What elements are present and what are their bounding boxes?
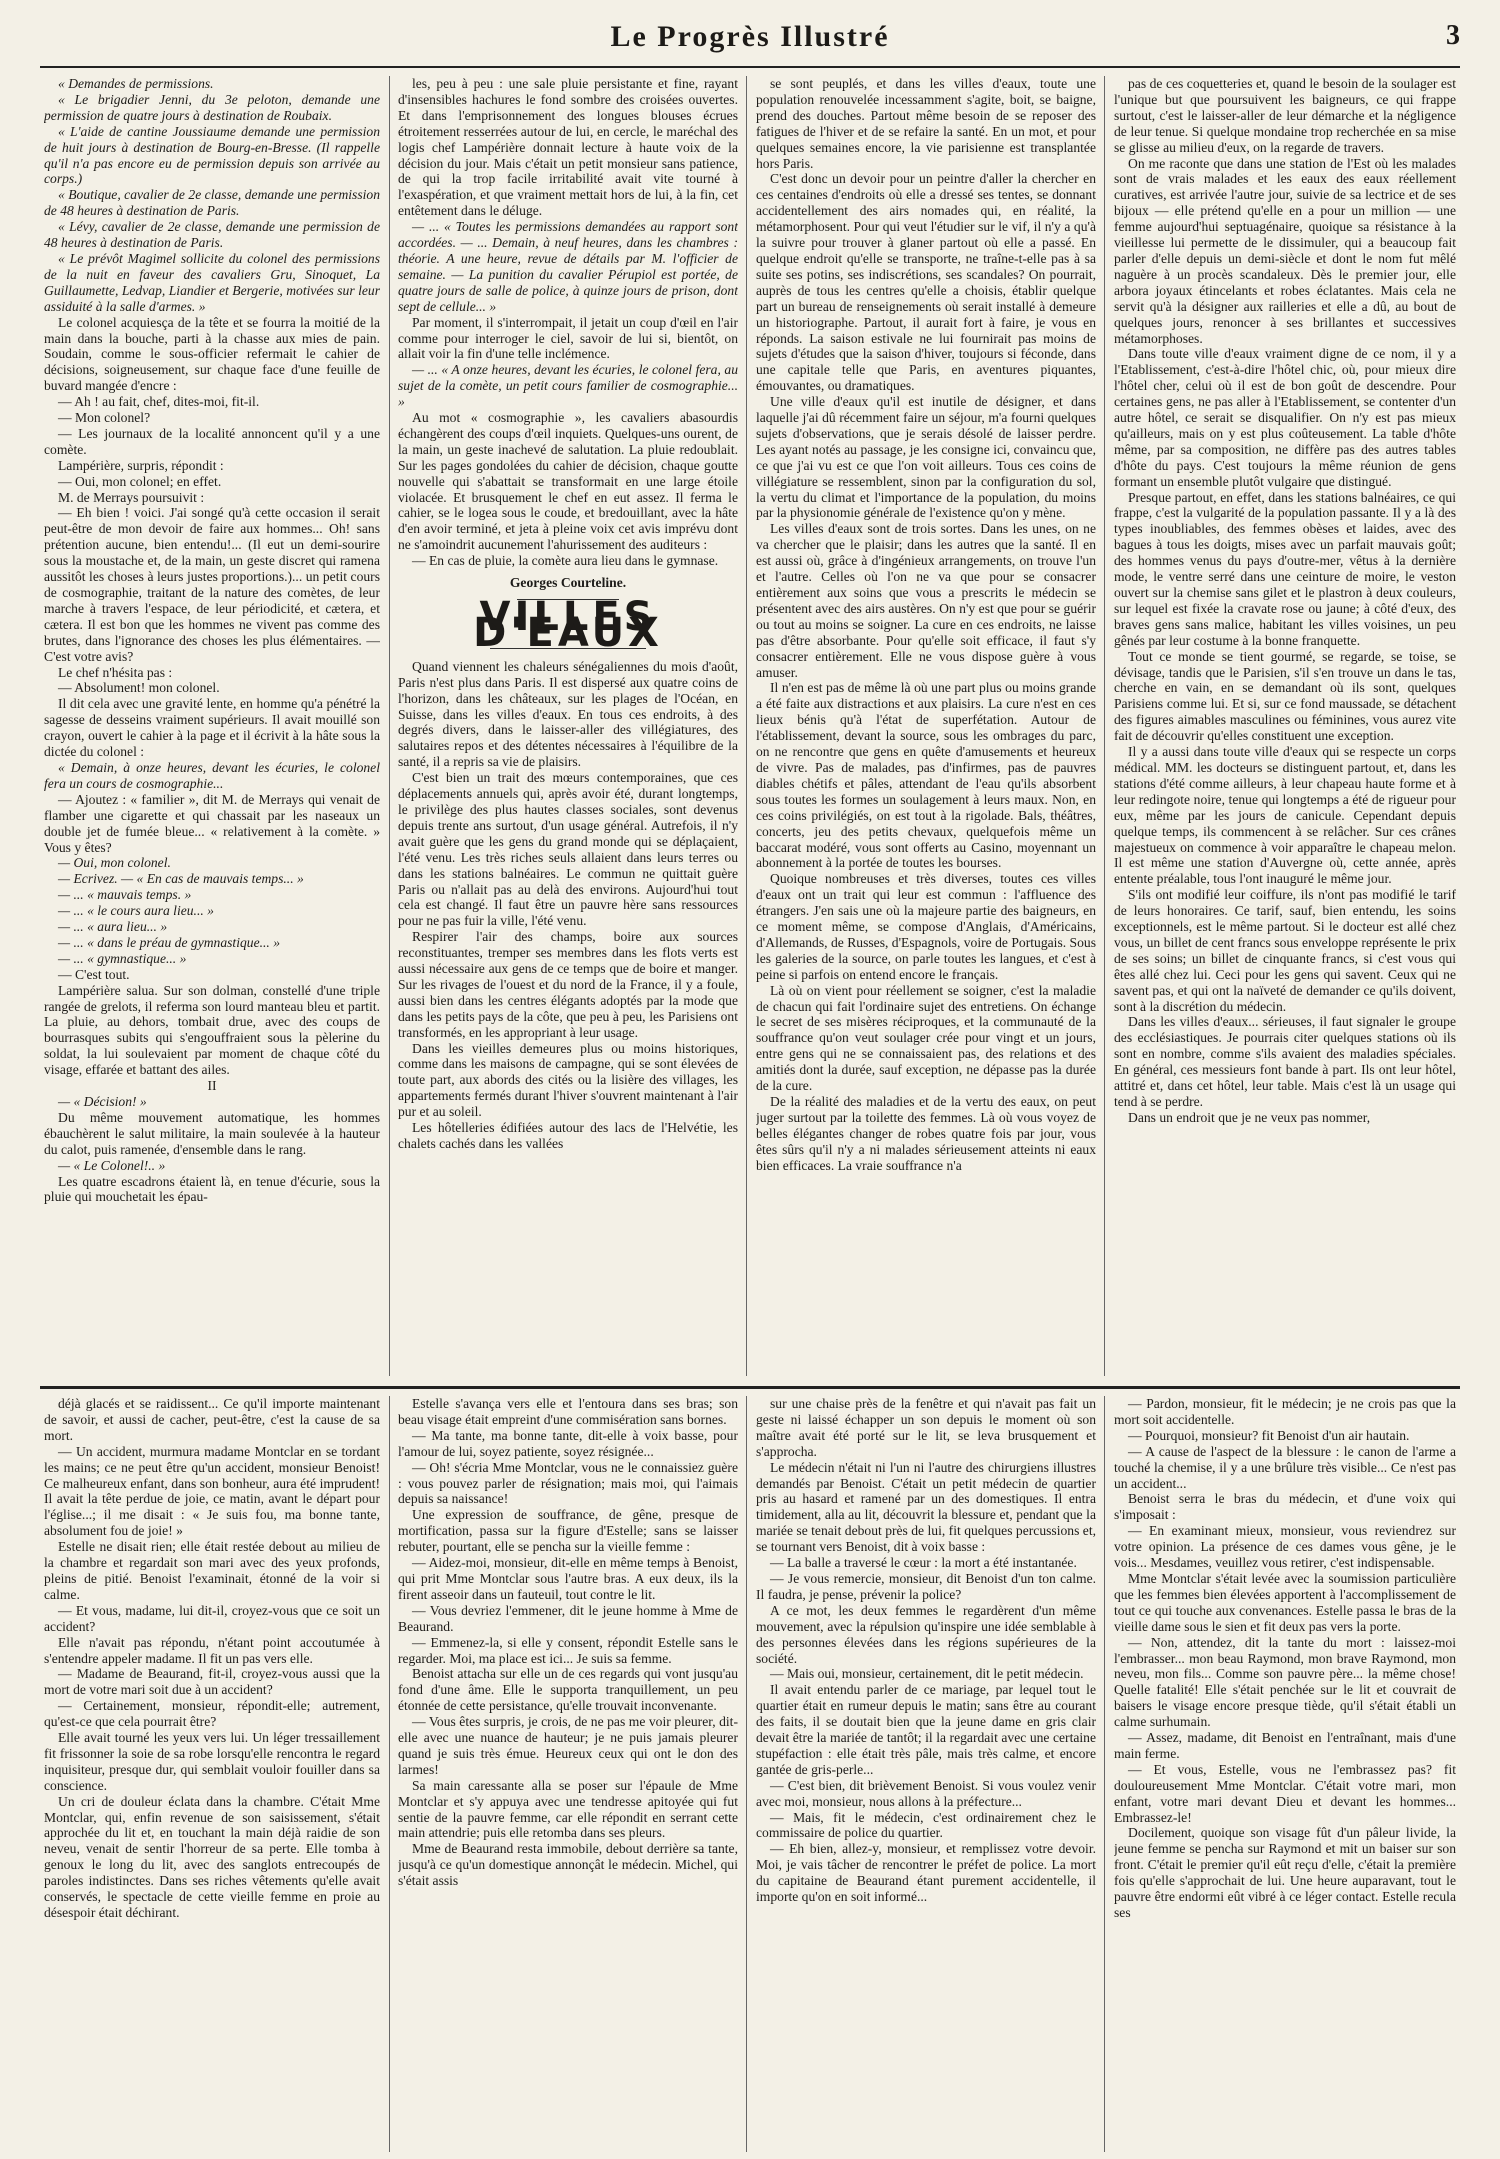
column-divider — [746, 76, 747, 1376]
paragraph: — C'est tout. — [58, 966, 130, 982]
paragraph: — ... « gymnastique... » — [58, 950, 187, 966]
paragraph: — Mon colonel? — [58, 410, 151, 426]
paragraph: — ... « le cours aura lieu... » — [58, 903, 214, 919]
paragraph: « Le prévôt Magimel sollicite du colonel des permissions de la nuit en faveur des cavaliers Gru, Sinoquet, La Guillaumette, Ledvap, Liandier et Bergerie, motivées sur leur assiduité à la salle d'armes. » — [44, 250, 380, 314]
paragraph: Une expression de souffrance, de gêne, presque de mortification, passa sur la figure d'Estelle; sans se laisser rebuter, pourtant, elle se pencha sur la vieille femme : — [398, 1507, 738, 1555]
feuilleton-column-4 — [1114, 1396, 1456, 2152]
paragraph: — ... « mauvais temps. » — [58, 887, 192, 903]
page-number: 3 — [1446, 20, 1460, 51]
paragraph: — Non, attendez, dit la tante du mort : laissez-moi l'embrasser... mon beau Raymond, mon brave Raymond, mon neveu, mon fils... Comme son pauvre père... la même chose! Quelle fatalité! Elle s'était penchée sur le lit et couvrait de baisers le visage encore presque tiède, qu'il s'était établi un calme surhumain. — [1114, 1634, 1456, 1730]
paragraph: — ... « aura lieu... » — [58, 919, 168, 935]
paragraph: Dans les villes d'eaux... sérieuses, il faut signaler le groupe des ecclésiastiques. Je pourrais citer quelques stations où ils sont en nombre, comme s'ils avaient des maladies spéciales. En général, ces messieurs font bande à part. Ils ont leur hôtel, attitré et, dans cet hôtel, leur table. Mais c'est là un usage qui tend à se perdre. — [1114, 1014, 1456, 1109]
paragraph: Une ville d'eaux qu'il est inutile de désigner, et dans laquelle j'ai dû récemment faire un séjour, m'a fourni quelques sujets d'observations, que je serais désolé de laisser perdre. Les ayant notés au passage, je les consigne ici, convaincu que, ce que j'ai vu est ce que l'on voit ailleurs. Tous ces coins de villégiature se ressemblent, sinon par la configuration du sol, la vertu du climat et l'importance de la population, du moins par la physionomie générale de l'existence qu'on y mène. — [756, 394, 1096, 521]
paragraph: — ... « dans le préau de gymnastique... » — [58, 934, 281, 950]
newspaper-title: Le Progrès Illustré — [610, 20, 890, 53]
paragraph: — Certainement, monsieur, répondit-elle; autrement, qu'est-ce que cela pourrait être? — [44, 1698, 380, 1730]
paragraph: Sa main caressante alla se poser sur l'épaule de Mme Montclar et s'y appuya avec une tendresse apitoyée qui fut sentie de la pauvre femme, car elle répondit en serrant cette main attendrie; puis elle retomba dans ses pleurs. — [398, 1777, 738, 1841]
paragraph: Docilement, quoique son visage fût d'un pâleur livide, la jeune femme se pencha sur Raymond et mit un baiser sur son front. C'était le premier qu'il eût reçu d'elle, c'était la première fois qu'elle s'approchait de lui. Une heure auparavant, tout le pauvre être endormi eût vibré à ce léger contact. Estelle recula ses — [1114, 1825, 1456, 1920]
paragraph: Il n'en est pas de même là où une part plus ou moins grande a été faite aux distractions et aux plaisirs. La cure n'est en ces lieux bénis qu'à l'état de superfétation. Autour de l'établissement, devant la source, sous les ombrages du parc, on ne rencontre que gens en quête d'amusements et heureux de vivre. Pas de malades, pas d'infirmes, pas de pauvres diables chétifs et pâles, attendant de l'eau qu'ils absorbent sous toutes les formes un soulagement à leurs maux. Non, en ces coins privilégiés, on est tout à la rigolade. Bals, théâtres, concerts, jeu des petits chevaux, quelquefois même un baccarat modéré, vous sont offerts au Casino, moyennant un abonnement à la portée de toutes les bourses. — [756, 680, 1096, 871]
paragraph: — C'est bien, dit brièvement Benoist. Si vous voulez venir avec moi, monsieur, nous allons à la préfecture... — [756, 1777, 1096, 1809]
paragraph: — Vous devriez l'emmener, dit le jeune homme à Mme de Beaurand. — [398, 1602, 738, 1634]
paragraph: les, peu à peu : une sale pluie persistante et fine, rayant d'insensibles hachures le fond sombre des croisées ouvertes. Et dans l'emprisonnement des longues blouses écrues étroitement resserrées autour de lui, en cercle, le maréchal des logis chef Lampérière donnait lecture à haute voix de la décision du jour. Mais c'était un petit monsieur sans patience, de qui la trop facile irritabilité avait vite tourné à l'exaspération, et que vraiment mettait hors de lui, à la fin, cet entêtement dans le déluge. — [398, 76, 738, 219]
paragraph: A ce mot, les deux femmes le regardèrent d'un même mouvement, avec la répulsion qu'inspire une idée semblable à des personnes élevées dans les régions supérieures de la société. — [756, 1602, 1096, 1666]
paragraph: Un cri de douleur éclata dans la chambre. C'était Mme Montclar, qui, enfin revenue de son saisissement, s'était approchée du lit et, en touchant la main déjà raidie de son neveu, venait de sentir l'horreur de sa perte. Elle tomba à genoux le long du lit, avec des sanglots entrecoupés de paroles indistinctes. Dans ses riches vêtements qu'elle avait conservés, le spectacle de cette vieille femme en proie au désespoir était déchirant. — [44, 1793, 380, 1920]
paragraph: — Madame de Beaurand, fit-il, croyez-vous aussi que la mort de votre mari soit due à un accident? — [44, 1666, 380, 1698]
paragraph: De la réalité des maladies et de la vertu des eaux, on peut juger surtout par la toilette des femmes. Là où vous voyez de belles élégantes changer de robes quatre fois par jour, vous êtes sûrs qu'il n'y a ni malades sérieusement atteints ni eaux bien efficaces. La vraie souffrance n'a — [756, 1094, 1096, 1173]
paragraph: — En examinant mieux, monsieur, vous reviendrez sur votre opinion. La présence de ces dames vous gêne, je le vois... Mesdames, veuillez vous retirer, c'est indispensable. — [1114, 1523, 1456, 1571]
paragraph: — En cas de pluie, la comète aura lieu dans le gymnase. — [412, 553, 719, 569]
paragraph: M. de Merrays poursuivit : — [58, 489, 205, 505]
paragraph: — Un accident, murmura madame Montclar en se tordant les mains; ce ne peut être qu'un accident, monsieur Benoist! Ce malheureux enfant, dans son bonheur, aura été imprudent! Il avait la tête perdue de joie, ce matin, avant le départ pour l'église...; il me disait : « Je suis fou, ma bonne tante, absolument fou de joie! » — [44, 1443, 380, 1539]
column-divider — [389, 1396, 390, 2152]
paragraph: Les hôtelleries édifiées autour des lacs de l'Helvétie, les chalets cachés dans les vallées — [398, 1120, 738, 1151]
paragraph: — ... « Toutes les permissions demandées au rapport sont accordées. — ... Demain, à neuf heures, dans les chambres : théorie. A une heure, revue de détails par M. l'officier de semaine. — La punition du cavalier Pérupiol est portée, de quatre jours de salle de police, à quinze jours de prison, dont sept de cellule... » — [398, 219, 738, 314]
paragraph: Quand viennent les chaleurs sénégaliennes du mois d'août, Paris n'est plus dans Paris. Il est dispersé aux quatre coins de l'horizon, dans les châteaux, sur les plages de l'Océan, en Suisse, dans les villes d'eaux. En tous ces endroits, à des degrés divers, dans le laisser-aller des villégiatures, des salutaires repos et des détentes nécessaires à l'équilibre de la santé, il a repris sa vie de plaisirs. — [398, 658, 738, 770]
paragraph: — Eh bien ! voici. J'ai songé qu'à cette occasion il serait peut-être de mon devoir de faire aux hommes... Oh! sans prétention aucune, bien entendu!... (Il eut un demi-sourire sous la moustache et, de la main, un geste discret qui ramena aussitôt les choses à leurs justes proportions.)... un petit cours de cosmographie, traitant de la nature des comètes, de leur marche à travers l'espace, de leur périodicité, et cætera, et cætera. Il est bon que les hommes ne vivent pas comme des brutes, dans l'ignorance des choses les plus élémentaires. — C'est votre avis? — [44, 505, 380, 664]
paragraph: II — [207, 1078, 217, 1094]
paragraph: Dans les vieilles demeures plus ou moins historiques, comme dans les maisons de campagne, qui se sont élevées de toute part, aux abords des cités ou la lisière des villages, les appartements fermés durant l'hiver s'ouvrent maintenant à l'air pur et au soleil. — [398, 1040, 738, 1120]
paragraph: Les villes d'eaux sont de trois sortes. Dans les unes, on ne va chercher que le plaisir; dans les autres que la santé. Il en est aussi où, grâce à d'ingénieux arrangements, on trouve l'un et l'autre. Celles où l'on ne va que pour se consacrer entièrement aux soins que vous a prescrits le médecin se présentent avec des airs austères. On n'y est que pour se guérir ou tout au moins se soigner. La cure en ces endroits, ne laisse pas d'être absorbante. Pour qu'elle soit efficace, il faut s'y consacrer entièrement. Elle ne vous dispose guère à vous amuser. — [756, 521, 1096, 680]
paragraph: — Pardon, monsieur, fit le médecin; je ne crois pas que la mort soit accidentelle. — [1114, 1396, 1456, 1427]
paragraph: — Mais oui, monsieur, certainement, dit le petit médecin. — [770, 1666, 1084, 1682]
paragraph: — Oui, mon colonel; en effet. — [58, 473, 222, 489]
paragraph: — Oh! s'écria Mme Montclar, vous ne le connaissiez guère : vous pouvez parler de résignation; mais moi, qui l'aimais depuis sa naissance! — [398, 1459, 738, 1507]
paragraph: Respirer l'air des champs, boire aux sources reconstituantes, tremper ses membres dans les flots verts est aussi nécessaire aux gens de ce temps que de boire et manger. Sur les rivages de l'ouest et du nord de la France, il y a foule, aussi bien dans les centres élégants adoptés par la mode que dans les petits pays de la côte, que peu à peu, les Parisiens ont transformés, en les appropriant à leur usage. — [398, 929, 738, 1040]
paragraph: — Oui, mon colonel. — [58, 855, 171, 871]
paragraph: — A cause de l'aspect de la blessure : le canon de l'arme a touché la chemise, il y a une brûlure très visible... Ce n'est pas un accident... — [1114, 1443, 1456, 1491]
paragraph: S'ils ont modifié leur coiffure, ils n'ont pas modifié le tarif de leurs honoraires. Ce tarif, sauf, bien entendu, les soins exceptionnels, est le même partout. Si le docteur est allé chez vous, un billet de cent francs sous enveloppe représente le prix de ses soins; un billet de cinquante francs, si c'est vous qui êtes allé chez lui. Ceci pour les gens qui savent. Ceux qui ne savent pas, et qui ont la naïveté de demander ce qu'ils doivent, sont à la discrétion du médecin. — [1114, 887, 1456, 1014]
paragraph: « Boutique, cavalier de 2e classe, demande une permission de 48 heures à destination de Paris. — [44, 187, 380, 219]
paragraph: Le médecin n'était ni l'un ni l'autre des chirurgiens illustres demandés par Benoist. C'était un petit médecin de quartier pris au hasard et ramené par un des domestiques. Il entra timidement, alla au lit, découvrit la blessure et, pendant que la mariée se tenait debout près de lui, fit quelques percussions et, se tournant vers Benoist, dit à voix basse : — [756, 1459, 1096, 1555]
paragraph: — Vous êtes surpris, je crois, de ne pas me voir pleurer, dit-elle avec une nuance de hauteur; je ne puis jamais pleurer quand je suis très émue. Heureux ceux qui ont le don des larmes! — [398, 1714, 738, 1777]
paragraph: — Je vous remercie, monsieur, dit Benoist d'un ton calme. Il faudra, je pense, prévenir la police? — [756, 1570, 1096, 1602]
paragraph: Dans un endroit que je ne veux pas nommer, — [1128, 1109, 1371, 1125]
paragraph: — Les journaux de la localité annoncent qu'il y a une comète. — [44, 425, 380, 457]
paragraph: Dans toute ville d'eaux vraiment digne de ce nom, il y a l'Etablissement, c'est-à-dire l'hôtel chic, où, pour mieux dire l'hôtel cher, celui où il est de bon goût de descendre. Pour certaines gens, ne pas aller à l'Etablissement, se contenter d'un autre hôtel, ce serait se disqualifier. On n'y est pas mieux qu'ailleurs, mais on y est plus coûteusement. La table d'hôte même, par sa composition, ne diffère pas des autres tables d'hôte du pays. C'est toujours la même réunion de gens formant un ensemble plutôt vulgaire que distingué. — [1114, 346, 1456, 489]
paragraph: Presque partout, en effet, dans les stations balnéaires, ce qui frappe, c'est la vulgarité de la population passante. Il y a là des types inoubliables, des femmes obèses et laides, avec des bagues à tous les doigts, mises avec un parfait mauvais goût; des hommes venus du pays d'outre-mer, vêtus à la dernière mode, le ventre serré dans une ceinture de moire, le veston ouvert sur la chemise sans gilet et le plastron à deux couleurs, sur lequel est fixée la cravate rose ou jaune; à côté d'eux, des braves gens sans malice, habitant les villes voisines, un peu gênés par leur costume à la bonne franquette. — [1114, 489, 1456, 648]
masthead-rule — [40, 66, 1460, 68]
paragraph: Du même mouvement automatique, les hommes ébauchèrent le salut militaire, la main soulevée à la hauteur du calot, puis ramenée, d'ensemble dans le rang. — [44, 1109, 380, 1157]
paragraph: — Pourquoi, monsieur? fit Benoist d'un air hautain. — [1128, 1427, 1410, 1443]
paragraph: se sont peuplés, et dans les villes d'eaux, toute une population renouvelée incessamment s'agite, boit, se baigne, prend des douches. Partout même besoin de se reposer des fatigues de l'hiver et de se refaire la santé. En un mot, et pour quelques semaines encore, la vie parisienne est transplantée hors Paris. — [756, 76, 1096, 171]
paragraph: « Demandes de permissions. — [58, 76, 214, 91]
paragraph: « Demain, à onze heures, devant les écuries, le colonel fera un cours de cosmographie... — [44, 759, 380, 791]
paragraph: Lampérière, surpris, répondit : — [58, 457, 224, 473]
paragraph: Il dit cela avec une gravité lente, en homme qu'a pénétré la sagesse de desseins vraiment supérieurs. Il avait mouillé son crayon, ouvert le cahier à la page et il écrivit à la hâte sous la dictée du colonel : — [44, 696, 380, 760]
paragraph: Benoist serra le bras du médecin, et d'une voix qui s'imposait : — [1114, 1491, 1456, 1523]
feuilleton-column-3 — [756, 1396, 1096, 2152]
paragraph: Lampérière salua. Sur son dolman, constellé d'une triple rangée de grelots, il referma son lourd manteau bleu et partit. La pluie, au dehors, tombait drue, avec des coups de bourrasques subits qui s'engouffraient sous la pèlerine du soldat, la lui soulevaient par moment de chaque côté du visage, effarée et battant des ailes. — [44, 982, 380, 1078]
column-3 — [756, 76, 1096, 1378]
author-signature: Georges Courteline. — [509, 575, 627, 591]
column-4 — [1114, 76, 1456, 1378]
paragraph: Par moment, il s'interrompait, il jetait un coup d'œil en l'air comme pour interroger le ciel, savoir de lui si, bientôt, on allait voir la fin d'une telle inclémence. — [398, 314, 738, 362]
paragraph: — Ajoutez : « familier », dit M. de Merrays qui venait de flamber une cigarette et qui chassait par les naseaux un double jet de fumée bleue... « relativement à la comète. » Vous y êtes? — [44, 791, 380, 855]
paragraph: — Mais, fit le médecin, c'est ordinairement chez le commissaire de police du quartier. — [756, 1809, 1096, 1841]
column-2 — [398, 76, 738, 1378]
paragraph: — Absolument! mon colonel. — [58, 680, 220, 696]
paragraph: — Ah ! au fait, chef, dites-moi, fit-il. — [58, 394, 260, 410]
paragraph: Le chef n'hésita pas : — [58, 664, 173, 680]
feuilleton-column-1 — [44, 1396, 380, 2152]
paragraph: Mme Montclar s'était levée avec la soumission particulière que les femmes bien élevées apportent à l'accomplissement de tout ce qui touche aux convenances. Estelle passa le bras de la vieille dame sous le sien et fit deux pas vers la porte. — [1114, 1570, 1456, 1634]
paragraph: Quoique nombreuses et très diverses, toutes ces villes d'eaux ont un trait qui leur est commun : l'affluence des étrangers. J'en sais une où la majeure partie des baigneurs, en ce moment même, se compose d'Anglais, d'Américains, d'Allemands, de Russes, d'Espagnols, voire de Portugais. Sous les galeries de la source, on parle toutes les langues, et c'est à peine si parfois on entend encore le français. — [756, 871, 1096, 982]
paragraph: — La balle a traversé le cœur : la mort a été instantanée. — [770, 1555, 1077, 1571]
paragraph: — ... « A onze heures, devant les écuries, le colonel fera, au sujet de la comète, un petit cours familier de cosmographie... » — [398, 362, 738, 410]
paragraph: Tout ce monde se tient gourmé, se regarde, se toise, se dévisage, tandis que le Parisien, s'il s'en trouve un dans le tas, cherche en vain, en se demandant où ils sont, quelques Parisiens comme lui. Et si, sur ce fond maussade, se détachent des figures aimables masculines ou féminines, vous aurez vite fait de découvrir qu'elles constituent une exception. — [1114, 648, 1456, 744]
paragraph: — « Le Colonel!.. » — [58, 1157, 166, 1173]
paragraph: C'est donc un devoir pour un peintre d'aller la chercher en ces centaines d'endroits où elle a dressé ses tentes, se donnant accidentellement des airs nomades qui, en réalité, la métamorphosent. Pour qui veut l'étudier sur le vif, il n'y a qu'à la suivre pour trouver à glaner partout où elle a passé. En quelque endroit qu'elle se transporte, ne traîne-t-elle pas à sa suite ses potins, ses indiscrétions, ses scandales? On pourrait, auprès de tous les centres qu'elle a choisis, établir quelque part un bureau de renseignements où serait installé à demeure un historiographe. Partout, il aurait fort à faire, je vous en réponds. La saison estivale ne lui fournirait pas moins de sujets d'études que la saison d'hiver, toujours si féconde, dans une capitale telle que Paris, en aventures piquantes, émouvantes, ou dramatiques. — [756, 171, 1096, 394]
paragraph: — Et vous, madame, lui dit-il, croyez-vous que ce soit un accident? — [44, 1602, 380, 1634]
paragraph: Il y a aussi dans toute ville d'eaux qui se respecte un corps médical. MM. les docteurs se distinguent partout, et, dans les stations d'été comme ailleurs, à leur chapeau haute forme et à leur redingote noire, tenue qui longtemps a été de rigueur pour eux, même par les jours de canicule. Cependant depuis quelque temps, ils commencent à se relâcher. Sur ces crânes majestueux on commence à voir apparaître le chapeau melon. Il est même une station d'Auvergne où, cette année, après entente préalable, tous l'ont inauguré le même jour. — [1114, 744, 1456, 887]
paragraph: « Lévy, cavalier de 2e classe, demande une permission de 48 heures à destination de Paris. — [44, 219, 380, 251]
paragraph: On me raconte que dans une station de l'Est où les malades sont de vrais malades et les eaux des eaux réellement curatives, est arrivée l'autre jour, suivie de sa lectrice et de ses bijoux — elle prétend qu'elle en a pour un million — une femme aujourd'hui septuagénaire, quoique sa résistance à la vieillesse lui permette de le dissimuler, qui a beaucoup fait parler d'elle depuis un demi-siècle et dont le nom fut mêlé naguère à un procès scandaleux. Dès le premier jour, elle arbora joyaux étincelants et robes éclatantes. Mais cela ne servit qu'à la désigner aux railleries et elle a dû, au bout de quelques jours, renoncer à ses brillantes et successives métamorphoses. — [1114, 155, 1456, 346]
paragraph: Mme de Beaurand resta immobile, debout derrière sa tante, jusqu'à ce qu'un domestique annonçât le médecin. Michel, qui s'était assis — [398, 1841, 738, 1889]
masthead — [40, 8, 1460, 66]
column-divider — [1104, 1396, 1105, 2152]
paragraph: Elle avait tourné les yeux vers lui. Un léger tressaillement fit frissonner la soie de sa robe lorsqu'elle rencontra le regard inquisiteur, presque dur, qui semblait vouloir fouiller dans sa conscience. — [44, 1730, 380, 1793]
paragraph: Au mot « cosmographie », les cavaliers abasourdis échangèrent des coups d'œil inquiets. Quelques-uns ourent, de la main, un geste inachevé de salutation. La pluie redoublait. Sur les pages gondolées du cahier de décision, chaque goutte nouvelle qui s'abattait se transformait en une large étoile violacée. Et brusquement le chef en eut assez. Il ferma le cahier, se le logea sous le coude, et bredouillant, avec la hâte d'en avoir terminé, et jeta à pleine voix cet avis imprévu dont ne s'amoindrit aucunement l'ahurissement des auditeurs : — [398, 410, 738, 553]
feuilleton-column-2 — [398, 1396, 738, 2152]
paragraph: — Ma tante, ma bonne tante, dit-elle à voix basse, pour l'amour de lui, soyez patiente, soyez résignée... — [398, 1427, 738, 1459]
paragraph: Le colonel acquiesça de la tête et se fourra la moitié de la main dans la bouche, parti à la chasse aux mies de pain. Soudain, comme le sous-officier refermait le cahier de décisions, soigneusement, sur chaque face d'une feuille de buvard mangée d'encre : — [44, 314, 380, 394]
paragraph: pas de ces coquetteries et, quand le besoin de la soulager est l'unique but que poursuivent les baigneurs, ce qui frappe surtout, c'est le laisser-aller de leur démarche et la négligence de leur tenue. Si quelque mondaine trop recherchée en sa mise se glisse au milieu d'eux, on la regarde de travers. — [1114, 76, 1456, 155]
feuilleton-rule — [40, 1386, 1460, 1389]
paragraph: Benoist attacha sur elle un de ces regards qui vont jusqu'au fond d'une âme. Elle le supporta tranquillement, un peu étonnée de cette persistance, qu'elle trouvait inconvenante. — [398, 1666, 738, 1714]
paragraph: Elle n'avait pas répondu, n'étant point accoutumée à s'entendre appeler madame. Il fit un pas vers elle. — [44, 1634, 380, 1666]
paragraph: — Ecrivez. — « En cas de mauvais temps... » — [58, 871, 304, 887]
paragraph: — « Décision! » — [58, 1094, 147, 1109]
column-divider — [746, 1396, 747, 2152]
paragraph: Estelle ne disait rien; elle était restée debout au milieu de la chambre et regardait son mari avec des yeux profonds, pleins de pitié. Benoist l'examinait, étonné de la voir si calme. — [44, 1539, 380, 1602]
paragraph: — Emmenez-la, si elle y consent, répondit Estelle sans le regarder. Moi, ma place est ici... Je suis sa femme. — [398, 1634, 738, 1666]
paragraph: Les quatre escadrons étaient là, en tenue d'écurie, sous la pluie qui mouchetait les épau- — [44, 1173, 380, 1205]
paragraph: C'est bien un trait des mœurs contemporaines, que ces déplacements annuels qui, après avoir été, durant longtemps, le privilège des plus hautes classes sociales, sont devenus depuis trente ans surtout, d'un usage général. Autrefois, il n'y avait guère que les gens du grand monde qui se déplaçaient, l'été venu. Les très riches seuls allaient dans leurs terres ou dans les stations balnéaires. Le commun ne quittait guère Paris ou n'allait pas au delà des environs. Aujourd'hui tout cela est changé. Il faut être un pauvre hère sans ressources pour ne pas fuir la ville, l'été venu. — [398, 770, 738, 929]
paragraph: « Le brigadier Jenni, du 3e peloton, demande une permission de quatre jours à destination de Roubaix. — [44, 91, 380, 123]
paragraph: — Aidez-moi, monsieur, dit-elle en même temps à Benoist, qui prit Mme Montclar sous l'autre bras. A eux deux, ils la firent asseoir dans un fauteuil, tout contre le lit. — [398, 1555, 738, 1602]
paragraph: — Et vous, Estelle, vous ne l'embrassez pas? fit douloureusement Mme Montclar. C'était votre mari, mon enfant, votre mari devant Dieu et devant les hommes... Embrassez-le! — [1114, 1761, 1456, 1825]
paragraph: déjà glacés et se raidissent... Ce qu'il importe maintenant de savoir, et aussi de cacher, peut-être, c'est la cause de sa mort. — [44, 1396, 380, 1443]
paragraph: sur une chaise près de la fenêtre et qui n'avait pas fait un geste ni laissé échapper un son depuis le moment où son maître avait été porté sur le lit, se leva brusquement et s'approcha. — [756, 1396, 1096, 1459]
column-1 — [44, 76, 380, 1378]
column-divider — [1104, 76, 1105, 1376]
paragraph: — Assez, madame, dit Benoist en l'entraînant, mais d'une main ferme. — [1114, 1730, 1456, 1761]
paragraph: Là où on vient pour réellement se soigner, c'est la maladie de chacun qui fait l'ordinaire sujet des entretiens. On échange le secret de ses misères réciproques, et la communauté de la souffrance qu'on veut soulager crée pour vingt et un jours, entre gens qui ne se connaissaient pas, des relations et des amitiés dont la durée, sauf exception, ne dépasse pas la durée de la cure. — [756, 982, 1096, 1094]
column-divider — [389, 76, 390, 1376]
paragraph: « L'aide de cantine Joussiaume demande une permission de huit jours à destination de Bourg-en-Bresse. (Il rappelle qu'il n'a pas encore eu de permission depuis son arrivée au corps.) — [44, 123, 380, 187]
paragraph: Il avait entendu parler de ce mariage, par lequel tout le quartier était en rumeur depuis le matin; sans être au courant des faits, il se doutait bien que la jeune dame en gris clair devait être la mariée de tantôt; il la regardait avec une certaine stupéfaction : elle était très pâle, mais très calme, et encore gantée de gris-perle... — [756, 1682, 1096, 1777]
section-heading: VILLES D'EAUX — [473, 594, 663, 656]
paragraph: Estelle s'avança vers elle et l'entoura dans ses bras; son beau visage était empreint d'une commisération sans bornes. — [398, 1396, 738, 1427]
paragraph: — Eh bien, allez-y, monsieur, et remplissez votre devoir. Moi, je vais tâcher de rencontrer le préfet de police. La mort du capitaine de Beaurand étant purement accidentelle, il importe qu'on en soit informé... — [756, 1841, 1096, 1905]
